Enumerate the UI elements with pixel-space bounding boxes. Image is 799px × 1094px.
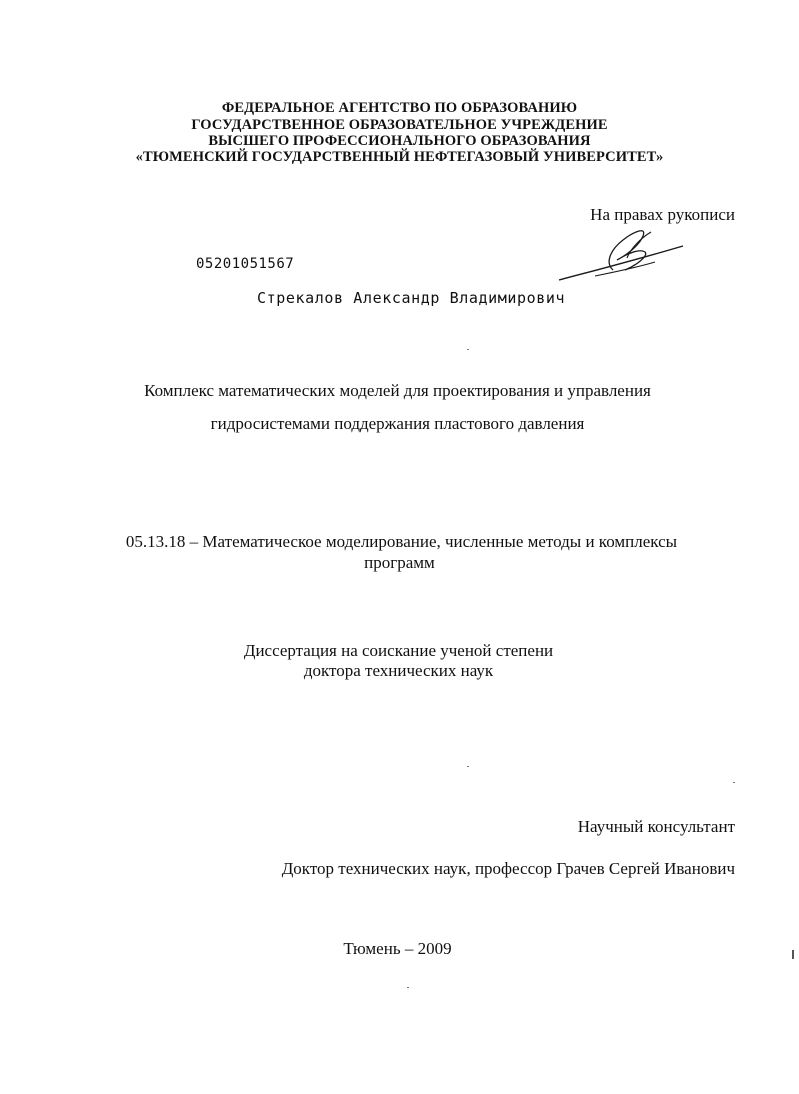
title-line-1: Комплекс математических моделей для проектирования и управления [144,381,651,400]
registration-number: 05201051567 [196,256,295,272]
title-line-2: гидросистемами поддержания пластового давления [210,414,585,433]
header-line-1: ФЕДЕРАЛЬНОЕ АГЕНТСТВО ПО ОБРАЗОВАНИЮ [221,100,578,116]
specialty-line-2: программ [364,553,435,572]
degree-line-2: доктора технических наук [303,661,494,680]
header-line-2: ГОСУДАРСТВЕННОЕ ОБРАЗОВАТЕЛЬНОЕ УЧРЕЖДЕНИЕ [191,117,608,133]
manuscript-note: На правах рукописи [590,205,735,224]
advisor-name: Доктор технических наук, профессор Грачев Сергей Иванович [281,859,735,878]
scan-speck [467,766,469,767]
header-line-4: «ТЮМЕНСКИЙ ГОСУДАРСТВЕННЫЙ НЕФТЕГАЗОВЫЙ УНИВЕРСИТЕТ» [135,149,664,165]
place-year: Тюмень – 2009 [343,939,452,958]
header-line-3: ВЫСШЕГО ПРОФЕССИОНАЛЬНОГО ОБРАЗОВАНИЯ [208,133,591,149]
scan-speck [733,782,735,783]
author-name: Стрекалов Александр Владимирович [257,289,566,307]
advisor-label: Научный консультант [577,817,735,836]
signature-icon [555,218,690,286]
degree-line-1: Диссертация на соискание ученой степени [243,641,554,660]
scan-speck [407,987,409,988]
specialty-line-1: 05.13.18 – Математическое моделирование, численные методы и комплексы [125,532,678,551]
scan-speck [467,349,469,350]
